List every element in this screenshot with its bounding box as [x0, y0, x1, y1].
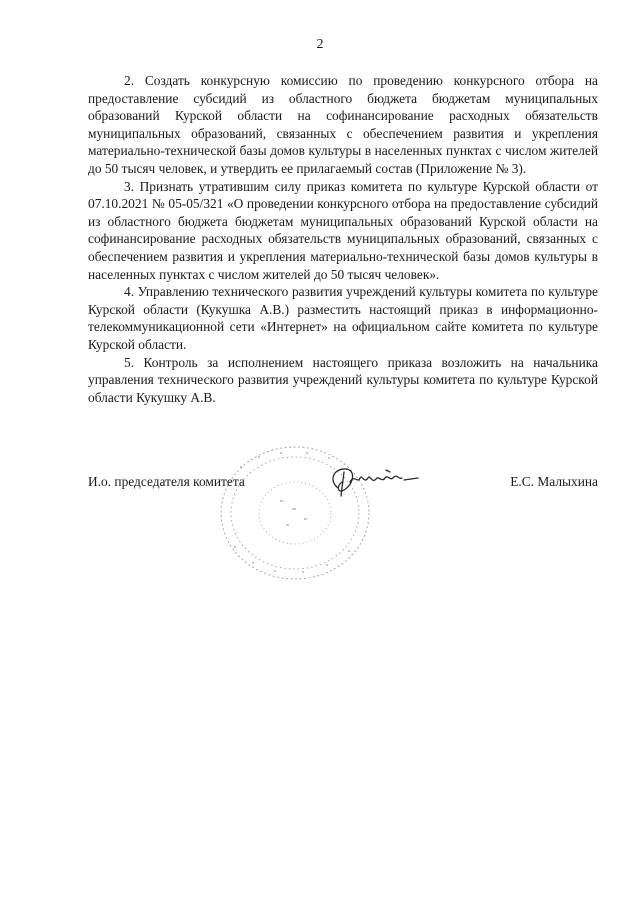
paragraph-item-2: 2. Создать конкурсную комиссию по проведению конкурсного отбора на предоставление субсидий из областного бюджета бюджетам муниципальных образований Курской области на софинансирование расходных обязательств муниципальных образований, связанных с обеспечением развития и укрепления материально-технической базы домов культуры в населенных пунктах с числом жителей до 50 тысяч человек, и утвердить ее прилагаемый состав (Приложение № 3). [88, 73, 598, 176]
document-body [88, 72, 598, 406]
signatory-position: И.о. председателя комитета [88, 474, 245, 489]
signature-block [88, 466, 598, 596]
paragraph-item-3: 3. Признать утратившим силу приказ комитета по культуре Курской области от 07.10.2021 № 05-05/321 «О проведении конкурсного отбора на предоставление субсидий из областного бюджета бюджетам муниципальных образований Курской области на софинансирование расходных обязательств муниципальных образований, связанных с обеспечением развития и укрепления материально-технической базы домов культуры в населенных пунктах с числом жителей до 50 тысяч человек». [88, 178, 598, 282]
handwritten-signature-icon [324, 460, 434, 510]
signatory-name: Е.С. Малыхина [510, 474, 598, 489]
page-number: 2 [316, 37, 324, 52]
paragraph-item-5: 5. Контроль за исполнением настоящего приказа возложить на начальника управления технического развития учреждений культуры комитета по культуре Курской области Кукушку А.В. [88, 354, 598, 405]
paragraph-item-4: 4. Управлению технического развития учреждений культуры комитета по культуре Курской области (Кукушка А.В.) разместить настоящий приказ в информационно-телекоммуникационной сети «Интернет» на официальном сайте комитета по культуре Курской области. [88, 284, 598, 352]
